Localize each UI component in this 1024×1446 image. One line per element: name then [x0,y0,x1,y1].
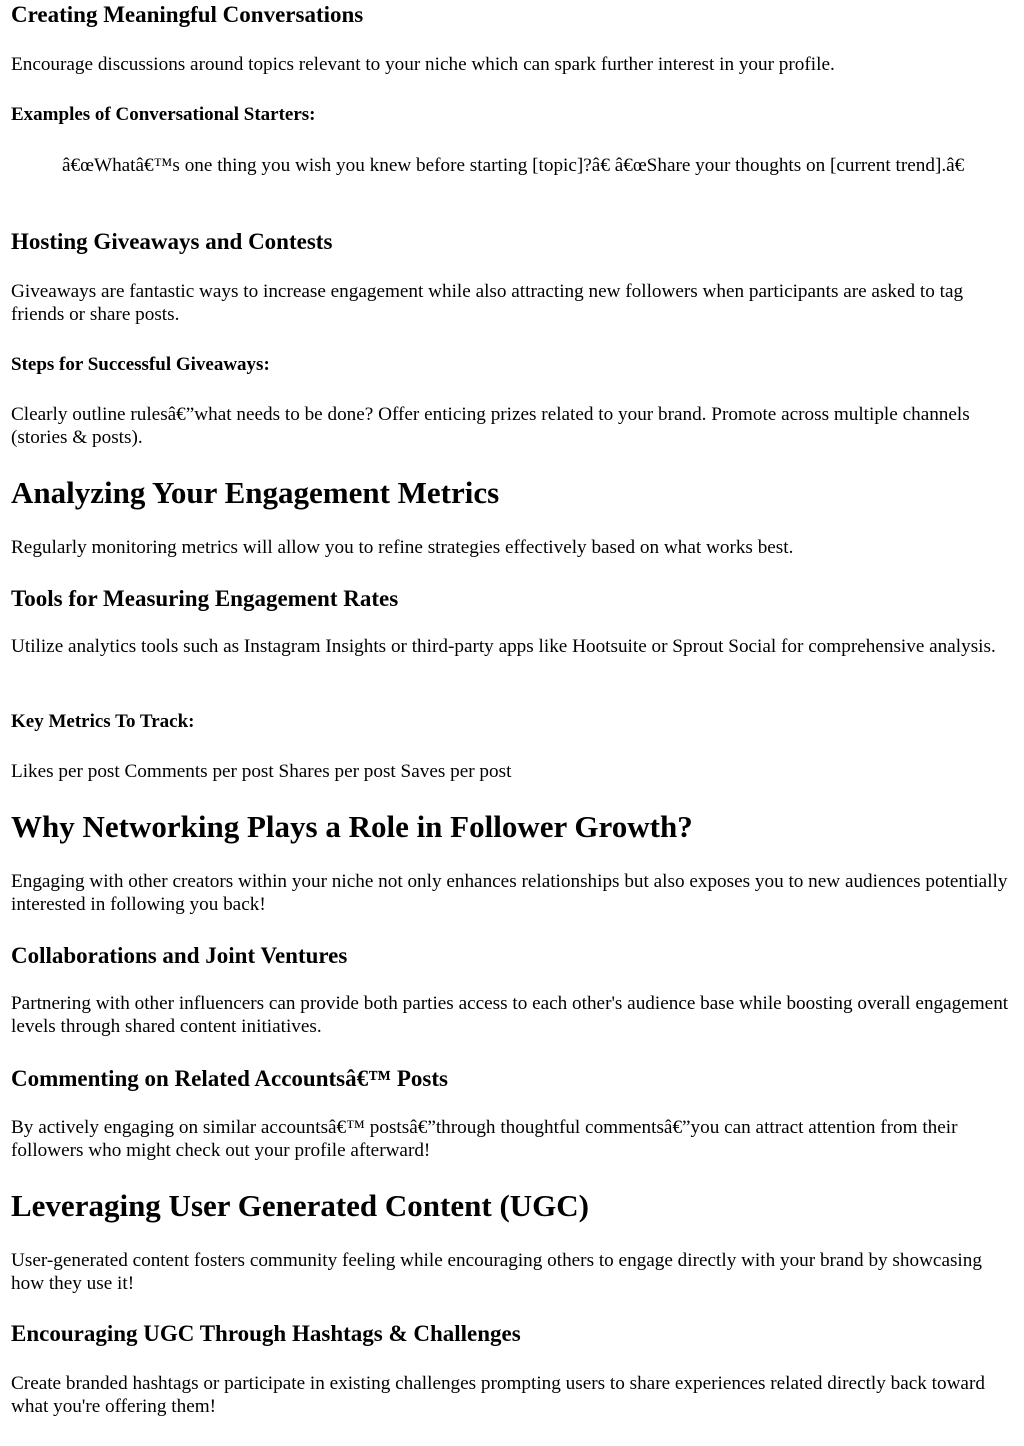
heading-tools-measuring: Tools for Measuring Engagement Rates [11,586,399,611]
heading-encouraging-ugc: Encouraging UGC Through Hashtags & Challenges [11,1321,521,1346]
paragraph-ugc-intro: User-generated content fosters community feeling while encouraging others to engage directly with your brand by showcasing how they use it! [11,1250,982,1294]
paragraph-ugc-hashtags: Create branded hashtags or participate in existing challenges prompting users to share experiences related directly back toward what you're offering them! [11,1373,985,1417]
heading-why-networking: Why Networking Plays a Role in Follower Growth? [11,809,693,844]
heading-creating-meaningful-conversations: Creating Meaningful Conversations [11,2,364,27]
heading-commenting-related: Commenting on Related Accountsâ€™ Posts [11,1066,448,1091]
paragraph-commenting: By actively engaging on similar accountsâ€™ postsâ€”through thoughtful commentsâ€”you can attract attention from their followers who might check out your profile afterward! [11,1117,958,1161]
heading-steps-giveaways: Steps for Successful Giveaways: [11,354,270,375]
heading-hosting-giveaways: Hosting Giveaways and Contests [11,229,333,254]
heading-leveraging-ugc: Leveraging User Generated Content (UGC) [11,1188,589,1223]
heading-collaborations: Collaborations and Joint Ventures [11,943,348,968]
heading-analyzing-metrics: Analyzing Your Engagement Metrics [11,475,500,510]
paragraph-tools: Utilize analytics tools such as Instagram Insights or third-party apps like Hootsuite or Sprout Social for comprehensive analysis. [11,636,996,657]
paragraph-giveaways-intro: Giveaways are fantastic ways to increase engagement while also attracting new followers when participants are asked to tag friends or share posts. [11,281,964,325]
paragraph-collaborations: Partnering with other influencers can provide both parties access to each other's audience base while boosting overall engagement levels through shared content initiatives. [11,993,1009,1037]
heading-key-metrics: Key Metrics To Track: [11,711,195,732]
paragraph-giveaway-steps: Clearly outline rulesâ€”what needs to be done? Offer enticing prizes related to your brand. Promote across multiple channels (stories & posts). [11,404,970,448]
paragraph-networking-intro: Engaging with other creators within your niche not only enhances relationships but also exposes you to new audiences potentially interested in following you back! [11,871,1008,915]
paragraph-key-metrics: Likes per post Comments per post Shares per post Saves per post [11,761,512,782]
heading-examples-starters: Examples of Conversational Starters: [11,104,316,125]
paragraph-metrics-intro: Regularly monitoring metrics will allow you to refine strategies effectively based on what works best. [11,537,794,558]
blockquote-starter-examples: â€œWhatâ€™s one thing you wish you knew before starting [topic]?â€ â€œShare your thoughts on [current trend].â€ [62,155,965,176]
paragraph-meaningful-intro: Encourage discussions around topics relevant to your niche which can spark further interest in your profile. [11,54,835,75]
